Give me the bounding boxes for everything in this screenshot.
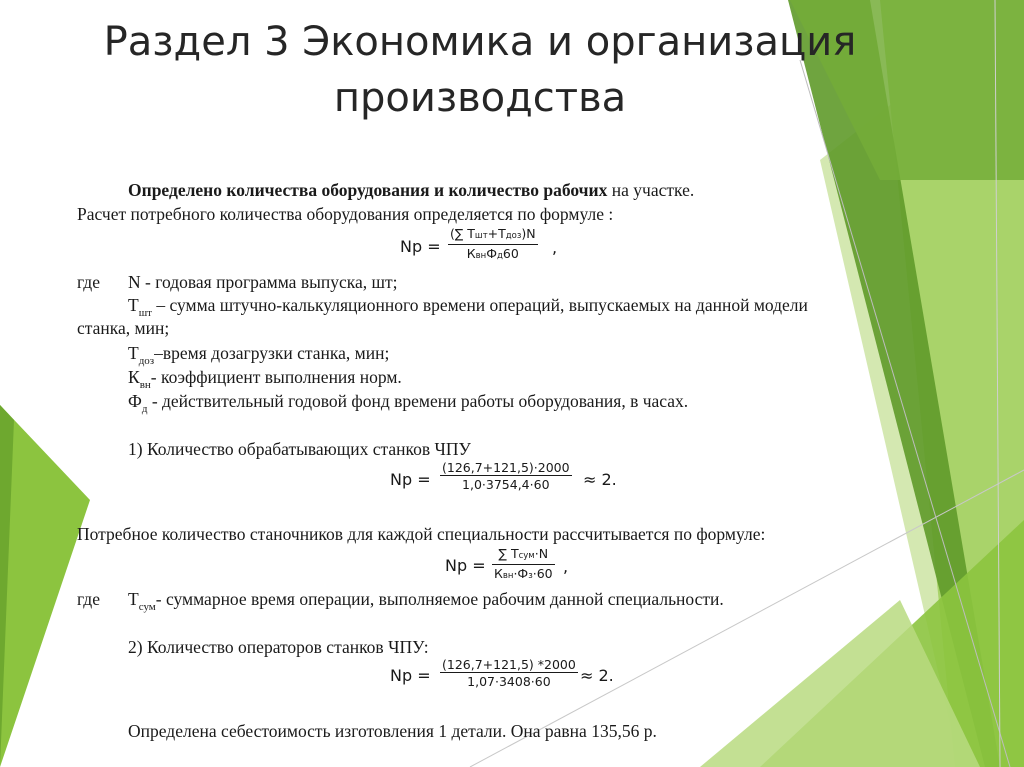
calc-workers-text: Потребное количество станочников для каждой специальности рассчитывается по формуле: (77, 524, 766, 544)
formula4-result: ≈ 2. (580, 666, 614, 685)
def-tsht: $Т_{шт}$ – сумма штучно-калькуляционного времени операций, выпускаемых на данной модели (128, 295, 808, 319)
formula4-fraction (440, 657, 578, 689)
formula2-fraction (440, 460, 572, 492)
formula4-denominator: 1,07·3408·60 (440, 672, 578, 689)
cost-text: Определена себестоимость изготовления 1 детали. Она равна (128, 721, 592, 741)
def-kvn: $К_{вн}-$ коэффициент выполнения норм. (128, 367, 402, 391)
formula1-lhs: Nр = (400, 237, 441, 256)
cost-value: 135,56 р. (591, 721, 657, 741)
formula3-tail: , (563, 557, 569, 576)
item-2: 2) Количество операторов станков ЧПУ: (128, 637, 429, 657)
slide-title-line-2: производства (333, 75, 627, 121)
intro-bold: Определено количества оборудования и количество рабочих (128, 180, 608, 200)
formula1-numerator: (∑ Tшт+Tдоз)N (450, 226, 536, 241)
formula2-denominator: 1,0·3754,4·60 (440, 475, 572, 492)
cost-paragraph (128, 720, 657, 742)
slide-title (100, 14, 860, 126)
formula2-lhs: Nр = (390, 470, 431, 489)
where-label-1: где (77, 272, 100, 292)
formula2-result: ≈ 2. (583, 470, 617, 489)
def-fd: $Ф_д$ - действительный годовой фонд времени работы оборудования, в часах. (128, 391, 689, 415)
formula1-tail: , (552, 238, 558, 257)
formula3-denominator: Квн·Фз·60 (492, 564, 555, 584)
item-1: 1) Количество обрабатывающих станков ЧПУ (128, 439, 471, 459)
def-n: N - годовая программа выпуска, шт; (128, 272, 398, 292)
formula3-lhs: Nр = (445, 556, 486, 575)
slide-title-line-1: Раздел 3 Экономика и организация (103, 19, 857, 65)
def-tsum: $Т_{сум}-$ суммарное время операции, выполняемое рабочим данной специальности. (128, 589, 724, 613)
calc-equipment-text: Расчет потребного количества оборудования определяется по формуле : (77, 204, 614, 224)
where-label-2: где (77, 589, 100, 609)
def-tsht-cont: станка, мин; (77, 318, 170, 338)
intro-paragraph (128, 179, 694, 201)
formula3-numerator: ∑ Tсум·N (498, 546, 549, 561)
intro-rest: на участке. (607, 180, 695, 200)
green-shape-left (0, 405, 90, 767)
formula3-fraction (492, 546, 555, 584)
formula4-numerator: (126,7+121,5) *2000 (442, 657, 576, 672)
formula1-denominator: КвнФд60 (448, 244, 538, 264)
formula4-lhs: Nр = (390, 666, 431, 685)
formula2-numerator: (126,7+121,5)·2000 (442, 460, 570, 475)
formula1-fraction (448, 226, 538, 264)
def-tdoz: $Т_{доз}$–время дозагрузки станка, мин; (128, 343, 390, 367)
